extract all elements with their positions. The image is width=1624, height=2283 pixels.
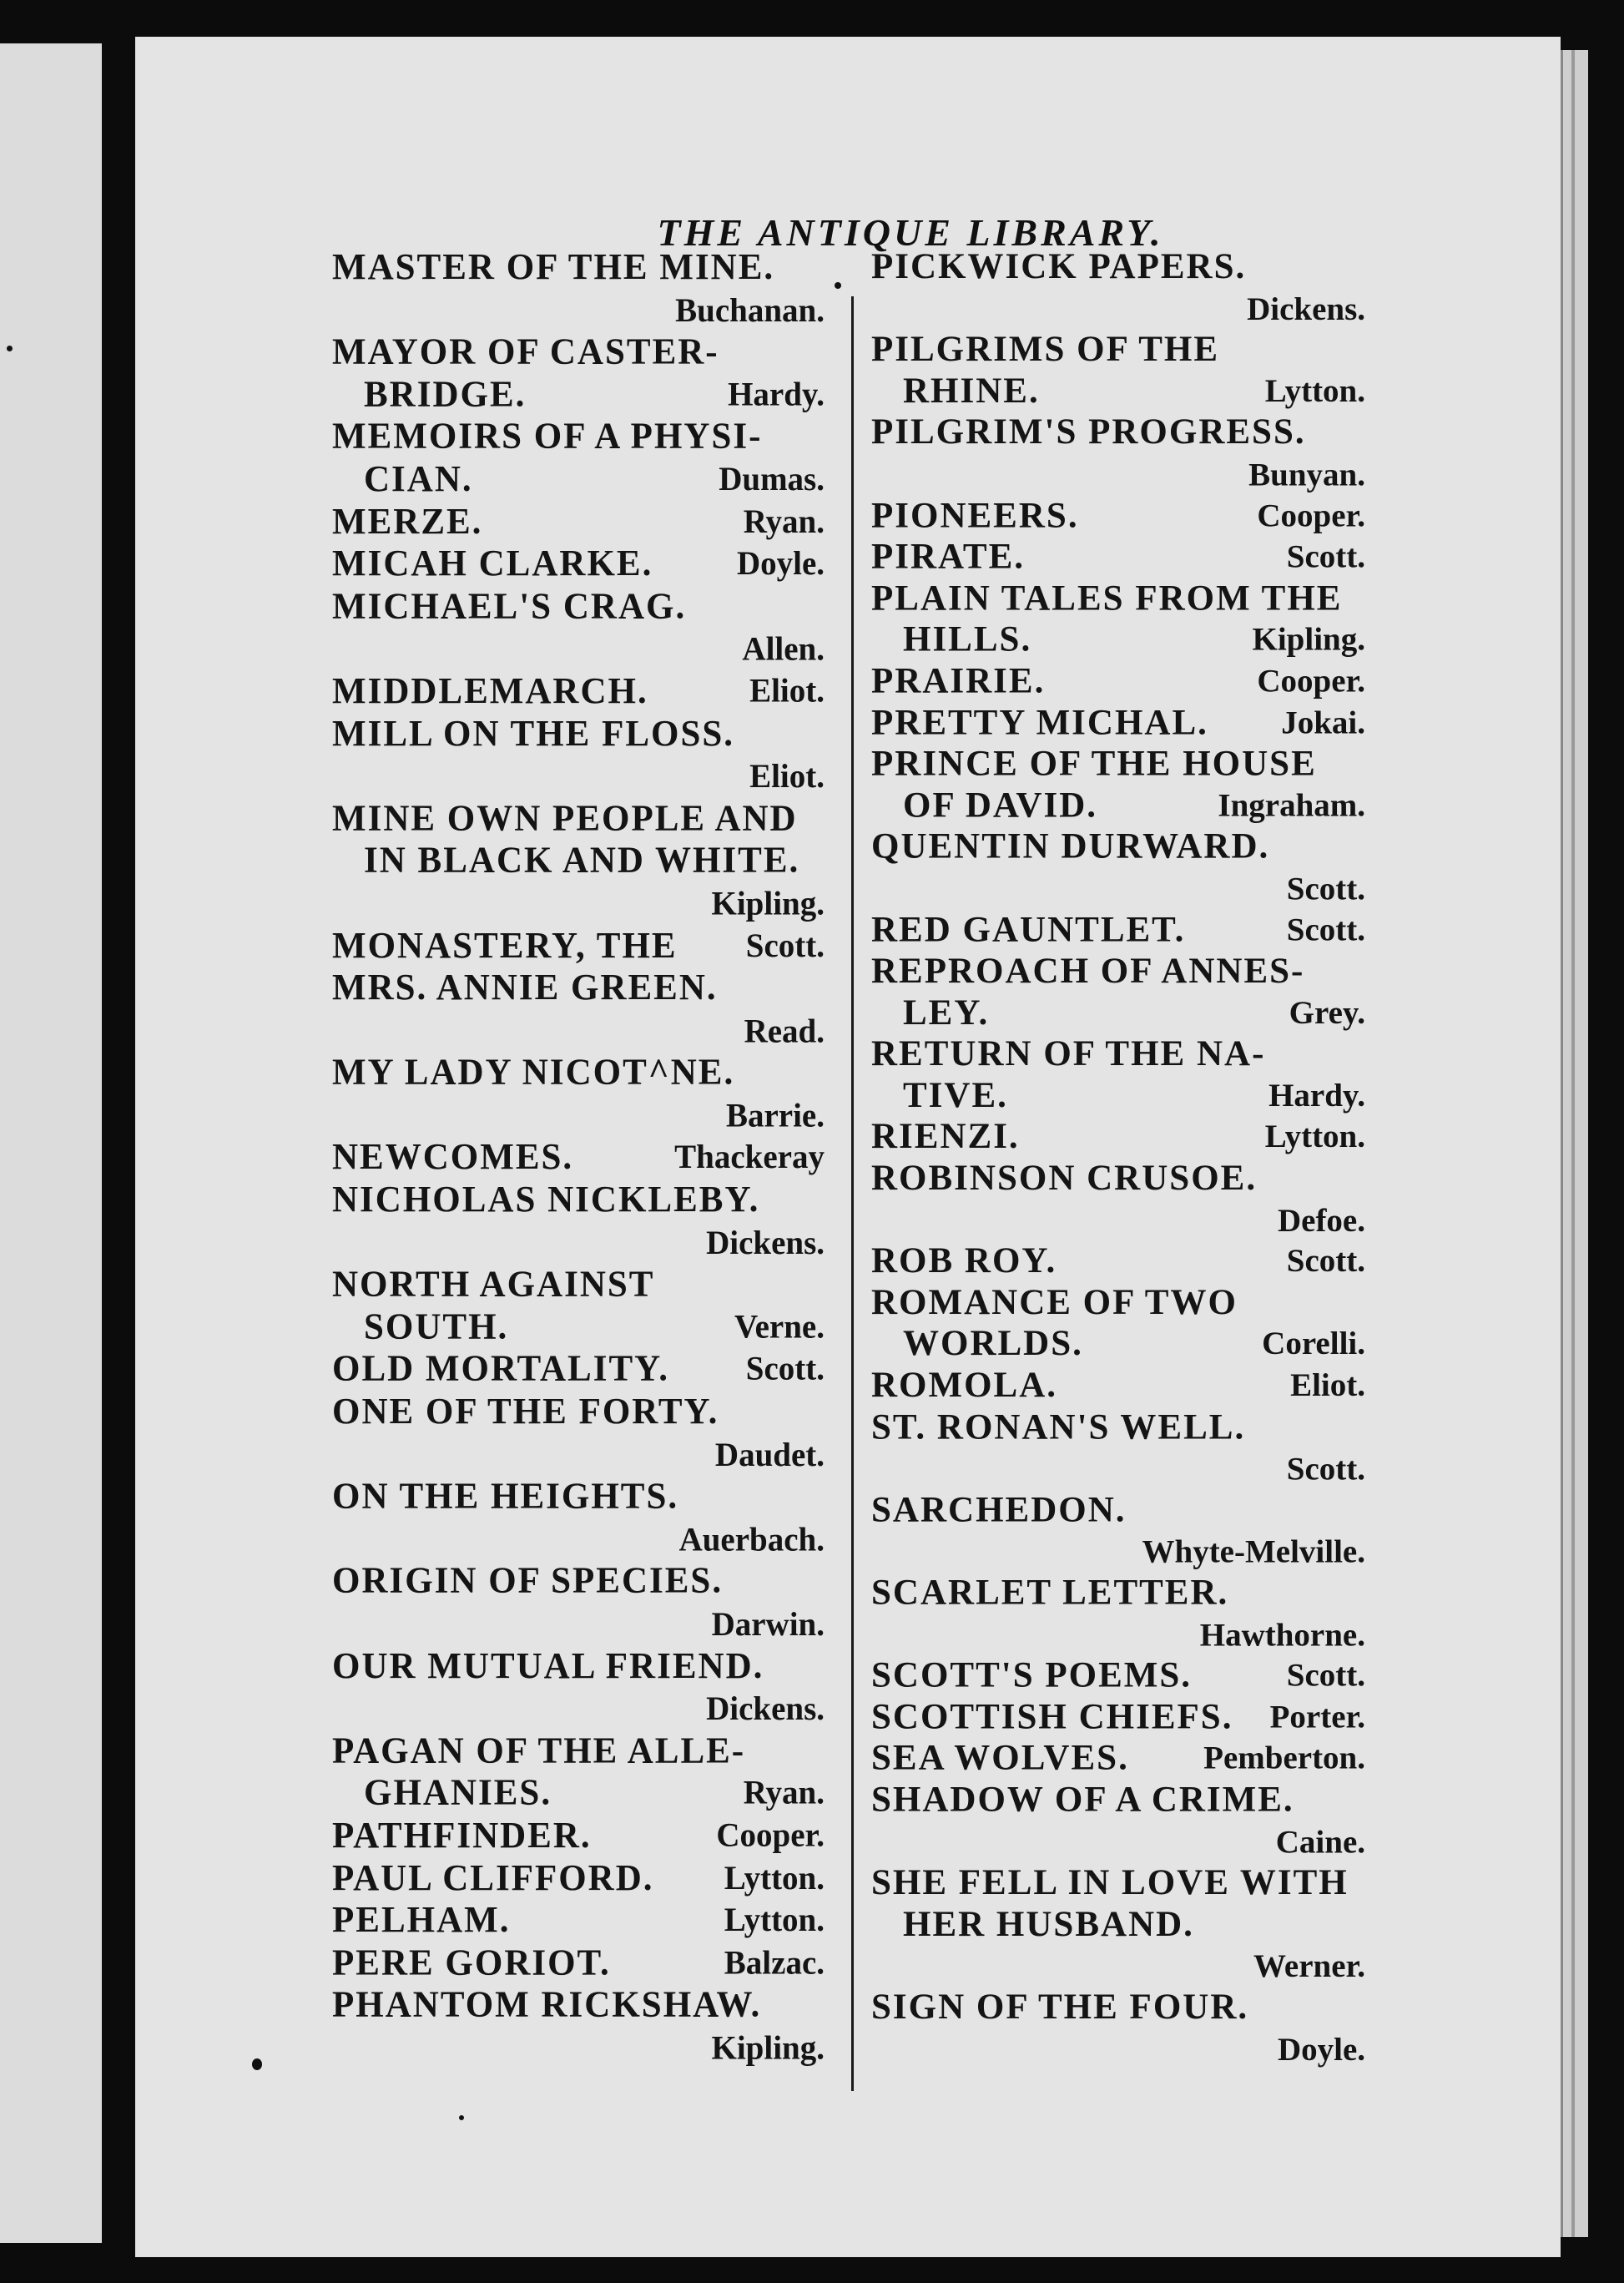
catalog-entry <box>332 967 825 1052</box>
entry-author: Doyle. <box>736 545 825 583</box>
entry-title: MINE OWN PEOPLE AND <box>332 798 798 839</box>
entry-author: Werner. <box>1253 1948 1365 1985</box>
entry-author: Dickens. <box>1247 290 1365 327</box>
entry-author-line <box>871 868 1365 910</box>
entry-title: ROBINSON CRUSOE. <box>871 1159 1258 1199</box>
entry-title: MIDDLEMARCH. <box>332 670 648 711</box>
entry-title: MEMOIRS OF A PHYSI- <box>332 417 763 457</box>
catalog-entry <box>332 1645 825 1730</box>
entry-title: CIAN. <box>364 458 473 500</box>
entry-row <box>871 371 1365 412</box>
catalog-entry <box>332 1136 825 1179</box>
entry-title: SCOTT'S POEMS. <box>871 1655 1193 1695</box>
entry-author: Hardy. <box>728 376 825 413</box>
catalog-entry <box>332 501 825 543</box>
entry-title: LEY. <box>903 992 990 1033</box>
catalog-entry <box>332 1391 825 1476</box>
catalog-entry <box>871 329 1365 412</box>
entry-title: PHANTOM RICKSHAW. <box>332 1984 762 2026</box>
catalog-entry <box>871 1696 1365 1738</box>
entry-author: Scott. <box>1286 1451 1365 1487</box>
catalog-entry <box>871 1489 1365 1572</box>
entry-title: MASTER OF THE MINE. <box>332 247 775 288</box>
entry-row <box>871 909 1365 951</box>
entry-author-line <box>332 755 825 797</box>
entry-title: PERE GORIOT. <box>332 1942 611 1983</box>
entry-author: Caine. <box>1275 1824 1365 1861</box>
catalog-entry <box>871 1116 1365 1158</box>
entry-author: Kipling. <box>711 885 825 922</box>
entry-author: Kipling. <box>1252 621 1365 658</box>
entry-author-line <box>332 1687 825 1730</box>
entry-row <box>871 1324 1365 1366</box>
entry-title: NORTH AGAINST <box>332 1264 655 1305</box>
catalog-entry <box>332 1984 825 2069</box>
entry-author: Cooper. <box>716 1816 825 1854</box>
catalog-entry <box>871 1282 1365 1365</box>
entry-title: WORLDS. <box>903 1324 1083 1364</box>
entry-author-line <box>871 1531 1365 1573</box>
entry-author: Hardy. <box>1268 1077 1365 1114</box>
entry-author: Eliot. <box>749 758 825 796</box>
ink-speck <box>835 282 841 289</box>
entry-author-line <box>332 1518 825 1560</box>
entry-author: Ryan. <box>743 503 825 540</box>
entry-author: Eliot. <box>1290 1367 1365 1404</box>
entry-row <box>871 1365 1365 1407</box>
column-divider <box>851 296 854 2091</box>
catalog-entry <box>871 826 1365 909</box>
entry-author-line <box>871 1200 1365 1241</box>
entry-row <box>871 992 1365 1033</box>
entry-row <box>871 1696 1365 1738</box>
entry-row <box>871 660 1365 702</box>
entry-author-line <box>871 1448 1365 1490</box>
catalog-entry <box>332 797 825 924</box>
entry-title: PAUL CLIFFORD. <box>332 1857 654 1898</box>
ink-speck <box>459 2115 464 2120</box>
entry-author: Corelli. <box>1262 1326 1365 1362</box>
entry-title: SARCHEDON. <box>871 1490 1127 1530</box>
entry-title: ROMANCE OF TWO <box>871 1282 1238 1323</box>
entry-author: Scott. <box>745 1351 825 1388</box>
entry-title: ROMOLA. <box>871 1366 1058 1406</box>
entry-title: PRINCE OF THE HOUSE <box>871 744 1317 784</box>
entry-title: PIRATE. <box>871 537 1026 577</box>
entry-title: PELHAM. <box>332 1900 511 1941</box>
entry-title: SIGN OF THE FOUR. <box>871 1987 1249 2027</box>
entry-author: Balzac. <box>724 1944 825 1982</box>
catalog-entry <box>871 1862 1365 1987</box>
catalog-entry <box>871 1572 1365 1654</box>
catalog-entry <box>871 1738 1365 1780</box>
entry-title: OF DAVID. <box>903 785 1098 826</box>
entry-row <box>332 501 825 543</box>
entry-author: Lytton. <box>724 1902 825 1939</box>
entry-author: Doyle. <box>1277 2031 1365 2068</box>
entry-author-line <box>871 288 1365 330</box>
catalog-entry <box>332 1179 825 1264</box>
entry-title: QUENTIN DURWARD. <box>871 826 1270 866</box>
catalog-entry <box>332 246 825 331</box>
entry-row <box>871 1655 1365 1697</box>
entry-title: ROB ROY. <box>871 1241 1057 1281</box>
entry-author: Darwin. <box>711 1606 825 1644</box>
entry-author-line <box>332 882 825 925</box>
entry-row <box>871 536 1365 578</box>
catalog-entry <box>871 1780 1365 1862</box>
catalog-entry <box>332 1560 825 1645</box>
entry-title: PLAIN TALES FROM THE <box>871 578 1343 619</box>
catalog-entry <box>871 1655 1365 1697</box>
entry-author: Pemberton. <box>1203 1740 1365 1777</box>
catalog-entry <box>871 1365 1365 1407</box>
catalog-entry <box>332 331 825 417</box>
entry-title: GHANIES. <box>364 1773 552 1814</box>
catalog-entry <box>871 951 1365 1033</box>
entry-author: Lytton. <box>1264 372 1365 409</box>
entry-author: Scott. <box>1286 1243 1365 1280</box>
entry-title: HILLS. <box>903 619 1032 659</box>
catalog-entry <box>332 670 825 713</box>
entry-row <box>871 1738 1365 1780</box>
catalog-entry <box>871 1987 1365 2069</box>
entry-row <box>332 1857 825 1900</box>
entry-title: ONE OF THE FORTY. <box>332 1392 719 1432</box>
catalog-entry <box>332 1942 825 1984</box>
entry-row <box>332 924 825 967</box>
entry-author: Porter. <box>1269 1699 1365 1735</box>
entry-title: REPROACH OF ANNES- <box>871 951 1305 991</box>
entry-title: NICHOLAS NICKLEBY. <box>332 1179 760 1220</box>
entry-title: PRETTY MICHAL. <box>871 703 1208 743</box>
entry-author-line <box>332 1603 825 1645</box>
entry-row <box>332 1306 825 1348</box>
entry-author: Scott. <box>1286 538 1365 575</box>
catalog-entry <box>332 924 825 967</box>
entry-author: Scott. <box>1286 912 1365 948</box>
entry-title: PAGAN OF THE ALLE- <box>332 1730 746 1771</box>
entry-author: Thackeray <box>674 1139 825 1176</box>
entry-title: NEWCOMES. <box>332 1137 574 1178</box>
catalog-entry <box>871 246 1365 329</box>
ink-speck <box>7 346 13 351</box>
entry-row <box>332 1136 825 1179</box>
entry-title: MRS. ANNIE GREEN. <box>332 967 718 1008</box>
facing-page-edge <box>0 43 102 2243</box>
catalog-entry <box>332 585 825 670</box>
entry-title: MY LADY NICOT^NE. <box>332 1052 735 1093</box>
entry-title: ON THE HEIGHTS. <box>332 1476 679 1517</box>
entry-row <box>332 458 825 501</box>
entry-row <box>871 1075 1365 1117</box>
entry-author-line <box>332 1221 825 1264</box>
running-head: THE ANTIQUE LIBRARY. <box>657 211 1164 254</box>
entry-row <box>332 1348 825 1391</box>
entry-row <box>871 619 1365 661</box>
entry-row <box>332 1942 825 1984</box>
entry-row <box>871 1240 1365 1282</box>
entry-author: Scott. <box>1286 871 1365 907</box>
entry-title: SHE FELL IN LOVE WITH <box>871 1862 1349 1902</box>
entry-author: Allen. <box>742 631 825 669</box>
entry-author: Auerbach. <box>678 1521 825 1558</box>
entry-author: Barrie. <box>725 1097 825 1134</box>
entry-author-line <box>332 1433 825 1476</box>
entry-author-line <box>332 628 825 670</box>
entry-title: MAYOR OF CASTER- <box>332 331 719 372</box>
entry-author: Dumas. <box>719 460 825 498</box>
entry-author: Eliot. <box>749 672 825 710</box>
catalog-entry <box>332 1899 825 1942</box>
catalog-entry <box>332 1857 825 1900</box>
entry-author: Ryan. <box>743 1775 825 1812</box>
entry-author-line <box>871 2028 1365 2069</box>
catalog-entry <box>871 702 1365 744</box>
right-column <box>871 246 1365 2069</box>
entry-title: TIVE. <box>903 1075 1008 1115</box>
page-stack-edge <box>1561 50 1588 2237</box>
entry-title: HER HUSBAND. <box>903 1904 1194 1944</box>
entry-title: RIENZI. <box>871 1117 1020 1157</box>
left-column <box>332 246 825 2068</box>
catalog-entry <box>871 1240 1365 1282</box>
entry-author: Dickens. <box>706 1225 825 1262</box>
entry-title: RED GAUNTLET. <box>871 910 1186 950</box>
catalog-entry <box>332 1476 825 1561</box>
entry-title: PICKWICK PAPERS. <box>871 247 1247 287</box>
entry-title: MONASTERY, THE <box>332 925 678 966</box>
entry-author: Bunyan. <box>1248 457 1365 493</box>
entry-title: MILL ON THE FLOSS. <box>332 713 735 754</box>
entry-author: Verne. <box>734 1308 825 1346</box>
entry-author: Lytton. <box>724 1859 825 1897</box>
entry-row <box>332 373 825 416</box>
entry-author: Lytton. <box>1264 1119 1365 1155</box>
catalog-entry <box>332 1264 825 1349</box>
entry-author: Cooper. <box>1257 663 1365 700</box>
entry-row <box>871 1116 1365 1158</box>
catalog-entry <box>332 713 825 798</box>
entry-title: OUR MUTUAL FRIEND. <box>332 1645 764 1686</box>
catalog-entry <box>871 744 1365 826</box>
entry-title: PRAIRIE. <box>871 661 1046 701</box>
entry-author-line <box>332 2027 825 2069</box>
catalog-entry <box>332 1052 825 1137</box>
entry-title: SEA WOLVES. <box>871 1738 1129 1779</box>
entry-author: Jokai. <box>1281 705 1365 741</box>
entry-title: ST. RONAN'S WELL. <box>871 1407 1246 1447</box>
entry-title: ORIGIN OF SPECIES. <box>332 1561 724 1602</box>
entry-author: Dickens. <box>706 1690 825 1728</box>
entry-author-line <box>332 289 825 331</box>
catalog-entry <box>871 536 1365 578</box>
entry-title: MICAH CLARKE. <box>332 543 653 584</box>
catalog-entry <box>871 495 1365 537</box>
catalog-entry <box>871 909 1365 951</box>
entry-author-line <box>871 453 1365 495</box>
entry-author-line <box>332 1009 825 1052</box>
entry-author: Scott. <box>745 927 825 964</box>
entry-author-line <box>332 1094 825 1137</box>
entry-title: PIONEERS. <box>871 495 1079 535</box>
catalog-entry <box>871 412 1365 495</box>
entry-author: Hawthorne. <box>1199 1617 1365 1654</box>
entry-author-line <box>871 1945 1365 1987</box>
entry-author: Whyte-Melville. <box>1142 1533 1365 1570</box>
entry-title: PATHFINDER. <box>332 1815 592 1856</box>
catalog-entry <box>871 660 1365 702</box>
entry-author: Defoe. <box>1277 1202 1365 1239</box>
entry-row <box>332 543 825 585</box>
catalog-entry <box>871 1158 1365 1240</box>
catalog-entry <box>871 1033 1365 1116</box>
entry-author: Kipling. <box>711 2029 825 2067</box>
entry-author: Scott. <box>1286 1657 1365 1694</box>
entry-title: MERZE. <box>332 501 483 542</box>
catalog-entry <box>332 1815 825 1857</box>
entry-row <box>332 670 825 713</box>
entry-author: Buchanan. <box>675 291 825 329</box>
entry-title: OLD MORTALITY. <box>332 1349 669 1390</box>
entry-title: MICHAEL'S CRAG. <box>332 586 687 627</box>
entry-author-line <box>871 1821 1365 1862</box>
entry-author: Read. <box>744 1013 825 1050</box>
entry-title: PILGRIM'S PROGRESS. <box>871 412 1306 452</box>
entry-author: Grey. <box>1289 994 1365 1031</box>
entry-title: BRIDGE. <box>364 374 527 415</box>
entry-title: RHINE. <box>903 371 1040 411</box>
entry-title: SCOTTISH CHIEFS. <box>871 1697 1233 1737</box>
ink-speck <box>252 2058 262 2070</box>
entry-title: SHADOW OF A CRIME. <box>871 1780 1294 1820</box>
catalog-entry <box>332 416 825 501</box>
catalog-entry <box>332 1730 825 1815</box>
catalog-entry <box>871 578 1365 660</box>
entry-title: SCARLET LETTER. <box>871 1573 1229 1613</box>
entry-row <box>332 1815 825 1857</box>
entry-row <box>332 1899 825 1942</box>
entry-author: Cooper. <box>1257 497 1365 533</box>
entry-row <box>871 785 1365 826</box>
entry-author: Daudet. <box>714 1436 825 1473</box>
entry-title: IN BLACK AND WHITE. <box>364 840 800 881</box>
entry-title: RETURN OF THE NA- <box>871 1034 1266 1074</box>
catalog-entry <box>871 1407 1365 1489</box>
entry-title: SOUTH. <box>364 1306 509 1347</box>
entry-row <box>871 495 1365 537</box>
entry-row <box>332 1772 825 1815</box>
entry-author-line <box>871 1614 1365 1655</box>
entry-title: PILGRIMS OF THE <box>871 330 1220 370</box>
catalog-entry <box>332 543 825 585</box>
entry-author: Ingraham. <box>1218 787 1365 824</box>
entry-row <box>871 702 1365 744</box>
catalog-entry <box>332 1348 825 1391</box>
